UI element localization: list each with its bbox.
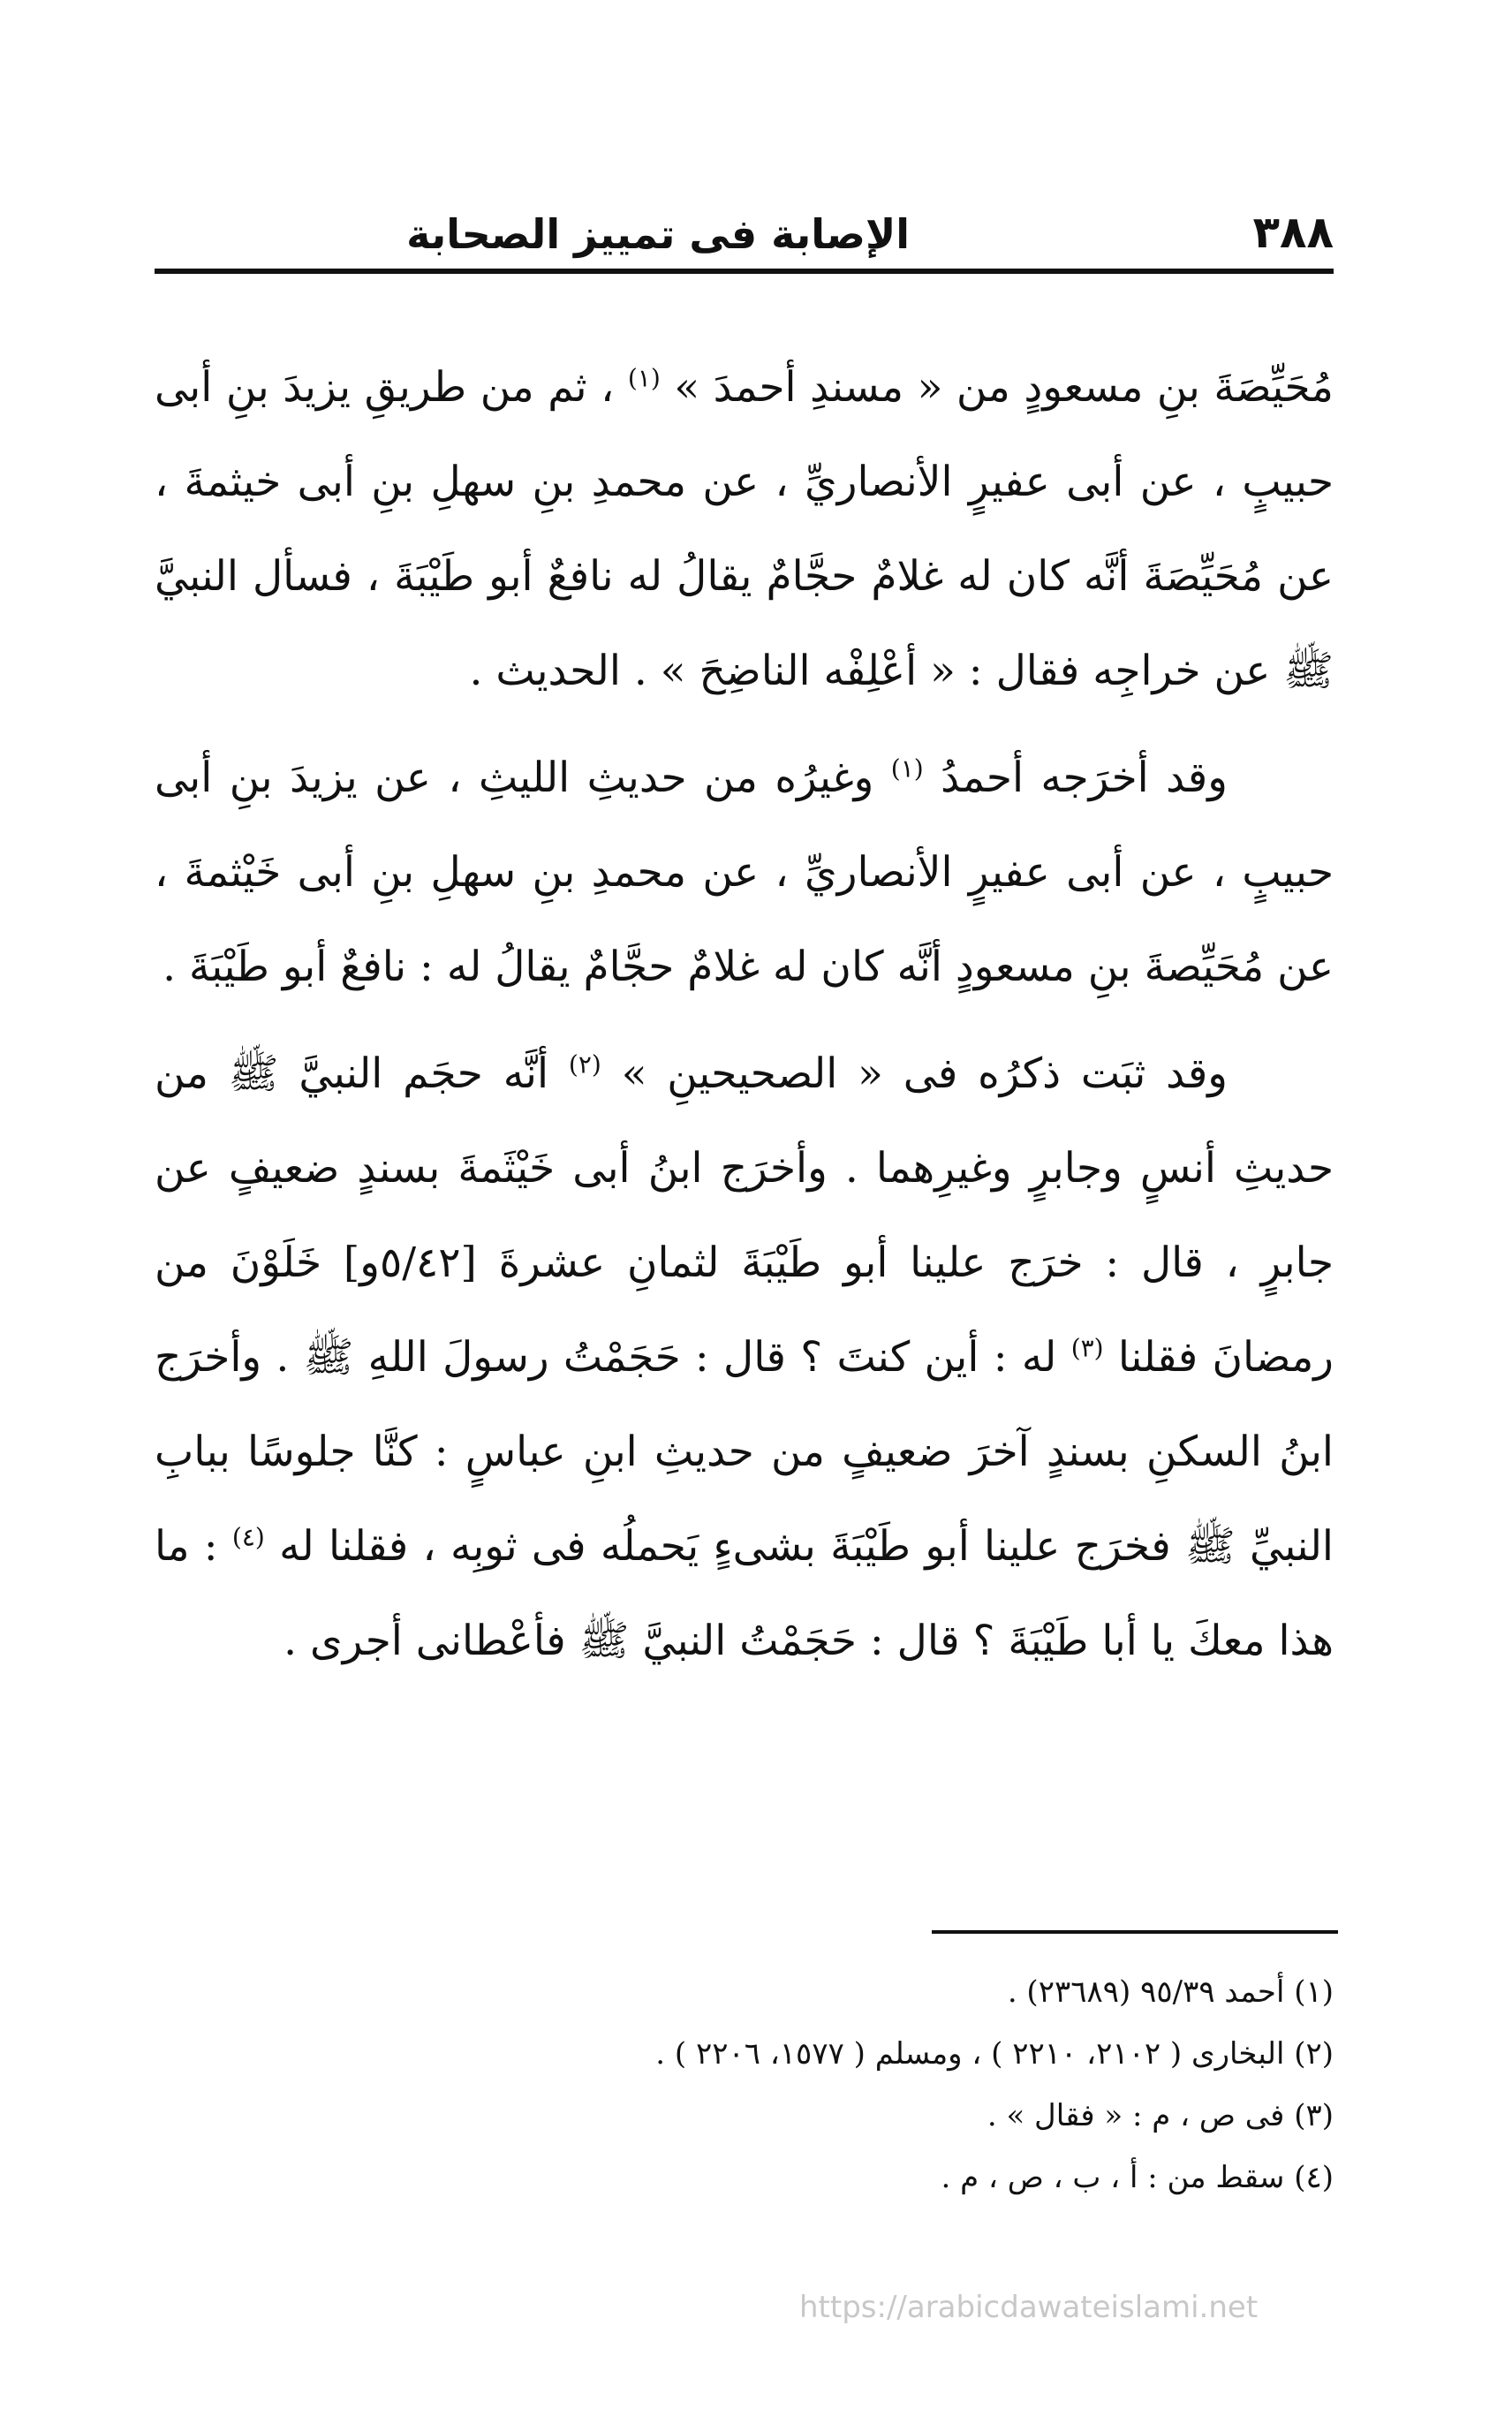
paragraph-1 — [155, 340, 1334, 718]
main-text — [155, 340, 1334, 1701]
paragraph-3-text-3: له : أين كنتَ ؟ قال : حَجَمْتُ رسولَ اللهِ ﷺ . وأخرَج ابنُ السكنِ بسندٍ آخرَ ضعيفٍ من حديثِ ابنِ عباسٍ : كنَّا جلوسًا ببابِ النبيِّ ﷺ فخرَج علينا أبو طَيْبَةَ بشىءٍ يَحملُه فى ثوبِه ، فقلنا له — [155, 1333, 1334, 1571]
paragraph-3-text-1: وقد ثبَت ذكرُه فى « الصحيحينِ » — [621, 1049, 1228, 1098]
footnote-1: (١) أحمد ٩٥/٣٩ (٢٣٦٨٩) . — [1007, 1974, 1334, 2010]
page-number: ٣٨٨ — [1252, 207, 1334, 258]
footnote-2: (٢) البخارى ( ٢١٠٢، ٢٢١٠ ) ، ومسلم ( ١٥٧٧، ٢٢٠٦ ) . — [655, 2036, 1334, 2072]
footnote-ref-3[interactable]: (٣) — [1070, 1333, 1104, 1363]
footnote-separator — [932, 1930, 1338, 1934]
paragraph-1-text-1: مُحَيِّصَةَ بنِ مسعودٍ من « مسندِ أحمدَ » — [674, 363, 1334, 412]
footnote-4: (٤) سقط من : أ ، ب ، ص ، م . — [941, 2160, 1334, 2195]
paragraph-2-text-2: وغيرُه من حديثِ الليثِ ، عن يزيدَ بنِ أبى حبيبٍ ، عن أبى عفيرٍ الأنصاريِّ ، عن محمدِ بنِ سهلِ بنِ أبى خَيْثمةَ ، عن مُحَيِّصةَ بنِ مسعودٍ أنَّه كان له غلامٌ حجَّامٌ يقالُ له : نافعٌ أبو طَيْبَةَ . — [155, 754, 1334, 991]
footnotes — [155, 1961, 1334, 2208]
paragraph-3 — [155, 1026, 1334, 1688]
running-title: الإصابة فى تمييز الصحابة — [406, 210, 910, 258]
paragraph-1-text-2: ، ثم من طريقِ يزيدَ بنِ أبى حبيبٍ ، عن أبى عفيرٍ الأنصاريِّ ، عن محمدِ بنِ سهلِ بنِ أبى خيثمةَ ، عن مُحَيِّصَةَ أنَّه كان له غلامٌ حجَّامٌ يقالُ له نافعٌ أبو طَيْبَةَ ، فسأل النبيَّ ﷺ عن خراجِه فقال : « أعْلِفْه الناضِحَ » . الحديث . — [155, 363, 1334, 695]
header-rule — [155, 269, 1334, 274]
paragraph-2-text-1: وقد أخرَجه أحمدُ — [941, 754, 1228, 802]
watermark-url: https://arabicdawateislami.net — [799, 2290, 1259, 2325]
running-header — [155, 194, 1334, 265]
footnote-ref-1[interactable]: (١) — [627, 363, 661, 393]
paragraph-3-text-2: أنَّه حجَم النبيَّ ﷺ من حديثِ أنسٍ وجابرٍ وغيرِهما . وأخرَج ابنُ أبى خَيْثَمةَ بسندٍ ضعيفٍ عن جابرٍ ، قال : خرَج علينا أبو طَيْبَةَ لثمانِ عشرةَ [٥/٤٢و] خَلَوْنَ من رمضانَ فقلنا — [155, 1049, 1334, 1382]
footnote-3: (٣) فى ص ، م : « فقال » . — [987, 2098, 1334, 2133]
footnote-ref-2[interactable]: (٢) — [568, 1049, 601, 1080]
footnote-ref-4[interactable]: (٤) — [231, 1522, 265, 1552]
paragraph-2 — [155, 731, 1334, 1014]
paragraph-3-text-4: : ما هذا معكَ يا أبا طَيْبَةَ ؟ قال : حَجَمْتُ النبيَّ ﷺ فأعْطانى أجرى . — [155, 1522, 1334, 1665]
footnote-ref-1b[interactable]: (١) — [890, 754, 924, 784]
